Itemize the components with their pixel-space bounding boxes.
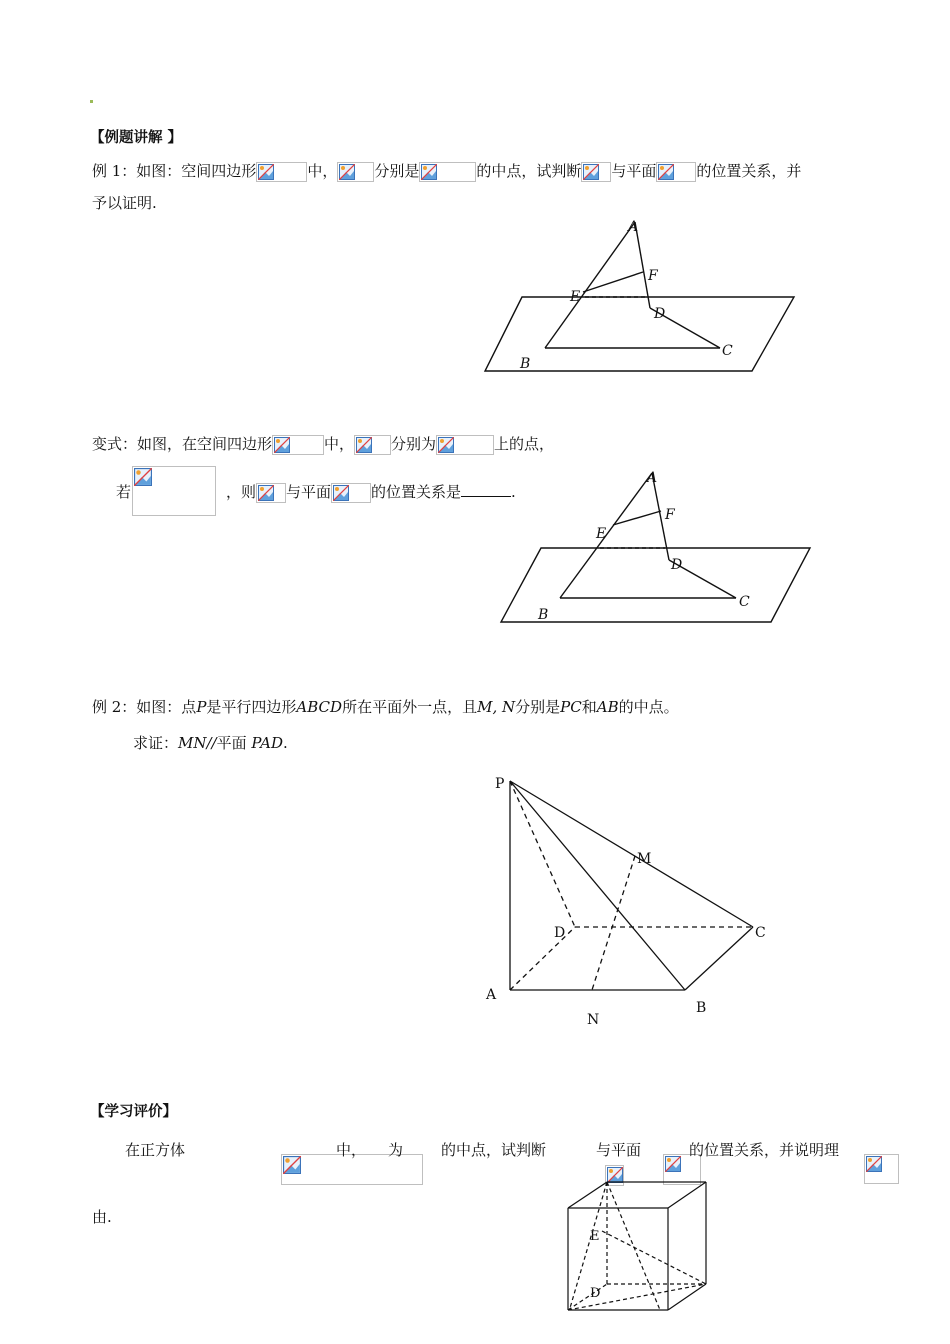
variant-line2-a: 若 (116, 483, 132, 501)
example2-text-d: 分别是 (515, 698, 561, 716)
evaluation-line1-c: 为 (388, 1141, 404, 1159)
edge-BC (685, 927, 753, 990)
broken-image-icon (258, 164, 274, 180)
label-M: M (637, 851, 652, 867)
variant-text-2c: 与平面 (286, 483, 332, 501)
example2-line2 (133, 733, 288, 753)
variant-text-2e: . (511, 483, 516, 501)
broken-image-icon (333, 485, 349, 501)
label-E: E (590, 1229, 600, 1244)
segment-MN: MN// (178, 734, 217, 752)
example2-figure (480, 770, 780, 1035)
label-P: P (495, 776, 505, 792)
evaluation-line1-e: 与平面 (596, 1141, 642, 1159)
formula-image (331, 483, 371, 503)
label-C: C (755, 925, 766, 941)
comma: , (492, 698, 498, 716)
evaluation-figure (560, 1176, 715, 1316)
broken-image-icon (665, 1156, 681, 1172)
example2-line1 (92, 697, 679, 717)
variant-text-2b: ，则 (226, 483, 257, 501)
variant-line1 (92, 434, 554, 455)
evaluation-heading: 【学习评价】 (90, 1104, 177, 1120)
hidden-diagonal (568, 1284, 706, 1310)
edge-PC (510, 781, 753, 927)
margin-marker (90, 100, 93, 103)
edge-PB (510, 781, 685, 990)
example1-text-e: 与平面 (611, 162, 657, 180)
formula-image (864, 1154, 899, 1184)
example2-text-2c: . (282, 734, 288, 752)
formula-image (436, 435, 494, 455)
label-A: A (486, 987, 497, 1003)
formula-image (256, 162, 307, 182)
label-C: C (739, 594, 750, 610)
evaluation-line1-f: 的位置关系，并说明理 (689, 1141, 840, 1159)
broken-image-icon (866, 1156, 882, 1172)
label-B: B (696, 1000, 707, 1016)
formula-image (272, 435, 324, 455)
label-B: B (520, 356, 531, 372)
formula-image (419, 162, 476, 182)
example1-line1 (92, 161, 801, 182)
parallelogram-ABCD: ABCD (296, 698, 343, 716)
evaluation-line1-a: 在正方体 (125, 1141, 186, 1159)
cube-edge (668, 1182, 706, 1208)
label-A: A (628, 219, 639, 235)
variant-line2 (226, 482, 516, 503)
variant-text-d: 上的点， (494, 435, 555, 453)
broken-image-icon (258, 485, 274, 501)
example2-text-2b: 平面 (216, 734, 247, 752)
variant-text-2d: 的位置关系是 (371, 483, 462, 501)
variant-text-c: 分别为 (391, 435, 437, 453)
formula-image (256, 483, 286, 503)
label-F: F (665, 507, 675, 523)
example2-text-f: 的中点。 (618, 698, 679, 716)
evaluation-line1-d: 的中点，试判断 (441, 1141, 547, 1159)
edge-AB (545, 222, 635, 348)
example2-text-c: 所在平面外一点，且 (342, 698, 478, 716)
example1-figure (480, 215, 800, 375)
broken-image-icon (583, 164, 599, 180)
segment-PC: PC (560, 698, 582, 716)
example1-text-c: 分别是 (374, 162, 420, 180)
broken-image-icon (274, 437, 290, 453)
segment-EF (613, 511, 661, 525)
label-C: C (722, 343, 733, 359)
label-B: B (538, 607, 549, 623)
label-D: D (554, 925, 566, 941)
segment-AB: AB (596, 698, 619, 716)
hidden-edge-AD (510, 927, 575, 990)
label-D: D (671, 557, 683, 573)
example1-text-d: 的中点，试判断 (476, 162, 582, 180)
formula-image (337, 162, 374, 182)
variant-text-b: 中， (324, 435, 355, 453)
label-D: D (654, 306, 666, 322)
broken-image-icon (134, 468, 152, 486)
label-E: E (596, 526, 607, 542)
evaluation-line1-b: 中， (336, 1141, 367, 1159)
example2-text-e: 和 (581, 698, 597, 716)
broken-image-icon (658, 164, 674, 180)
formula-image-large (132, 466, 216, 516)
formula-image (656, 162, 696, 182)
hidden-edge-PD (510, 781, 575, 927)
variant-figure (498, 466, 818, 626)
point-P: P (196, 698, 207, 716)
label-F: F (648, 268, 658, 284)
label-A: A (647, 470, 658, 486)
example2-text-a: 例 2：如图：点 (92, 698, 197, 716)
example1-text-f: 的位置关系，并 (696, 162, 802, 180)
example2-text-2a: 求证： (133, 734, 179, 752)
broken-image-icon (438, 437, 454, 453)
label-E: E (570, 289, 581, 305)
hidden-segment (602, 1231, 706, 1284)
hidden-diagonal (570, 1182, 607, 1308)
examples-heading: 【例题讲解 】 (90, 130, 183, 146)
plane (485, 297, 794, 371)
point-N: N (502, 698, 516, 716)
hidden-diagonal (607, 1182, 660, 1310)
example1-line2: 予以证明. (92, 194, 157, 212)
point-M: M (477, 698, 493, 716)
example1-text-a: 例 1：如图：空间四边形 (92, 162, 257, 180)
broken-image-icon (421, 164, 437, 180)
broken-image-icon (356, 437, 372, 453)
broken-image-icon (339, 164, 355, 180)
evaluation-line2: 由. (92, 1208, 112, 1226)
example2-text-b: 是平行四边形 (206, 698, 297, 716)
formula-image (354, 435, 391, 455)
plane-PAD: PAD (251, 734, 283, 752)
variant-text-a: 变式：如图，在空间四边形 (92, 435, 273, 453)
broken-image-icon (283, 1156, 301, 1174)
formula-image (581, 162, 611, 182)
cube-edge (568, 1182, 607, 1208)
label-D: D (590, 1286, 601, 1301)
label-N: N (587, 1012, 600, 1028)
example1-text-b: 中， (307, 162, 338, 180)
